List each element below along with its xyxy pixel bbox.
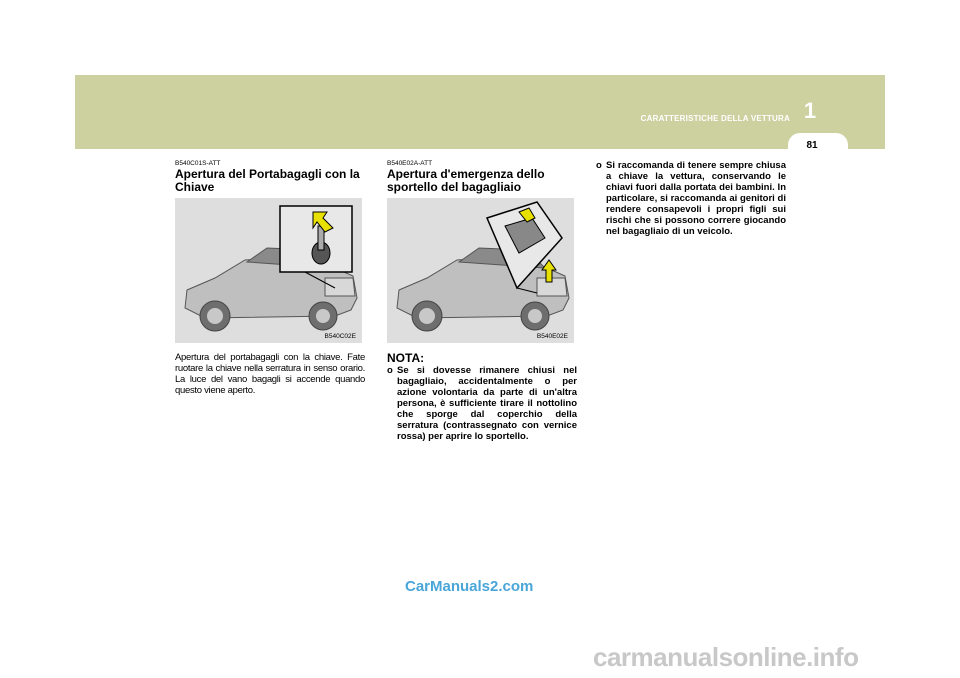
section-code: B540C01S-ATT	[175, 160, 221, 167]
watermark-link[interactable]: CarManuals2.com	[405, 578, 534, 595]
chapter-number: 1	[803, 98, 817, 123]
figure-trunk-key	[175, 198, 362, 343]
footer-watermark: carmanualsonline.info	[593, 642, 859, 672]
section-safety-note	[596, 160, 786, 237]
note-title: NOTA:	[387, 351, 425, 365]
bullet-mark: o	[387, 365, 393, 376]
section-title: Apertura d'emergenza dello sportello del bagagliaio	[387, 167, 545, 194]
note-bullet	[387, 365, 577, 442]
bullet-text: Se si dovesse rimanere chiusi nel bagagliaio, accidentalmente o per azione volontaria da parte di un'altra persona, è sufficiente tirare il nottolino che sporge dal coperchio della serratura (contrassegnato con vernice rossa) per aprire lo sportello.	[397, 365, 577, 442]
header-band	[75, 75, 885, 149]
section-trunk-key	[175, 160, 365, 396]
safety-bullet	[596, 160, 786, 237]
section-emergency-release	[387, 160, 577, 442]
figure-emergency-release	[387, 198, 574, 343]
figure-code: B540C02E	[324, 333, 356, 340]
bullet-mark: o	[596, 160, 602, 171]
bullet-text: Si raccomanda di tenere sempre chiusa a chiave la vettura, conservando le chiavi fuori dalla portata dei bambini. In particolare, si raccomanda ai genitori di rendere consapevoli i propri figli sui rischi che si possono correre giocando nel bagagliaio di un veicolo.	[606, 160, 786, 237]
section-code: B540E02A-ATT	[387, 160, 433, 167]
car-illustration	[387, 198, 574, 343]
section-title: Apertura del Portabagagli con la Chiave	[175, 167, 360, 194]
car-illustration	[175, 198, 362, 343]
body-text: Apertura del portabagagli con la chiave. Fate ruotare la chiave nella serratura in senso orario. La luce del vano bagagli si accende quando questo viene aperto.	[175, 352, 365, 396]
figure-code: B540E02E	[536, 333, 568, 340]
chapter-title: CARATTERISTICHE DELLA VETTURA	[640, 114, 790, 123]
page-number: 81	[806, 140, 818, 151]
